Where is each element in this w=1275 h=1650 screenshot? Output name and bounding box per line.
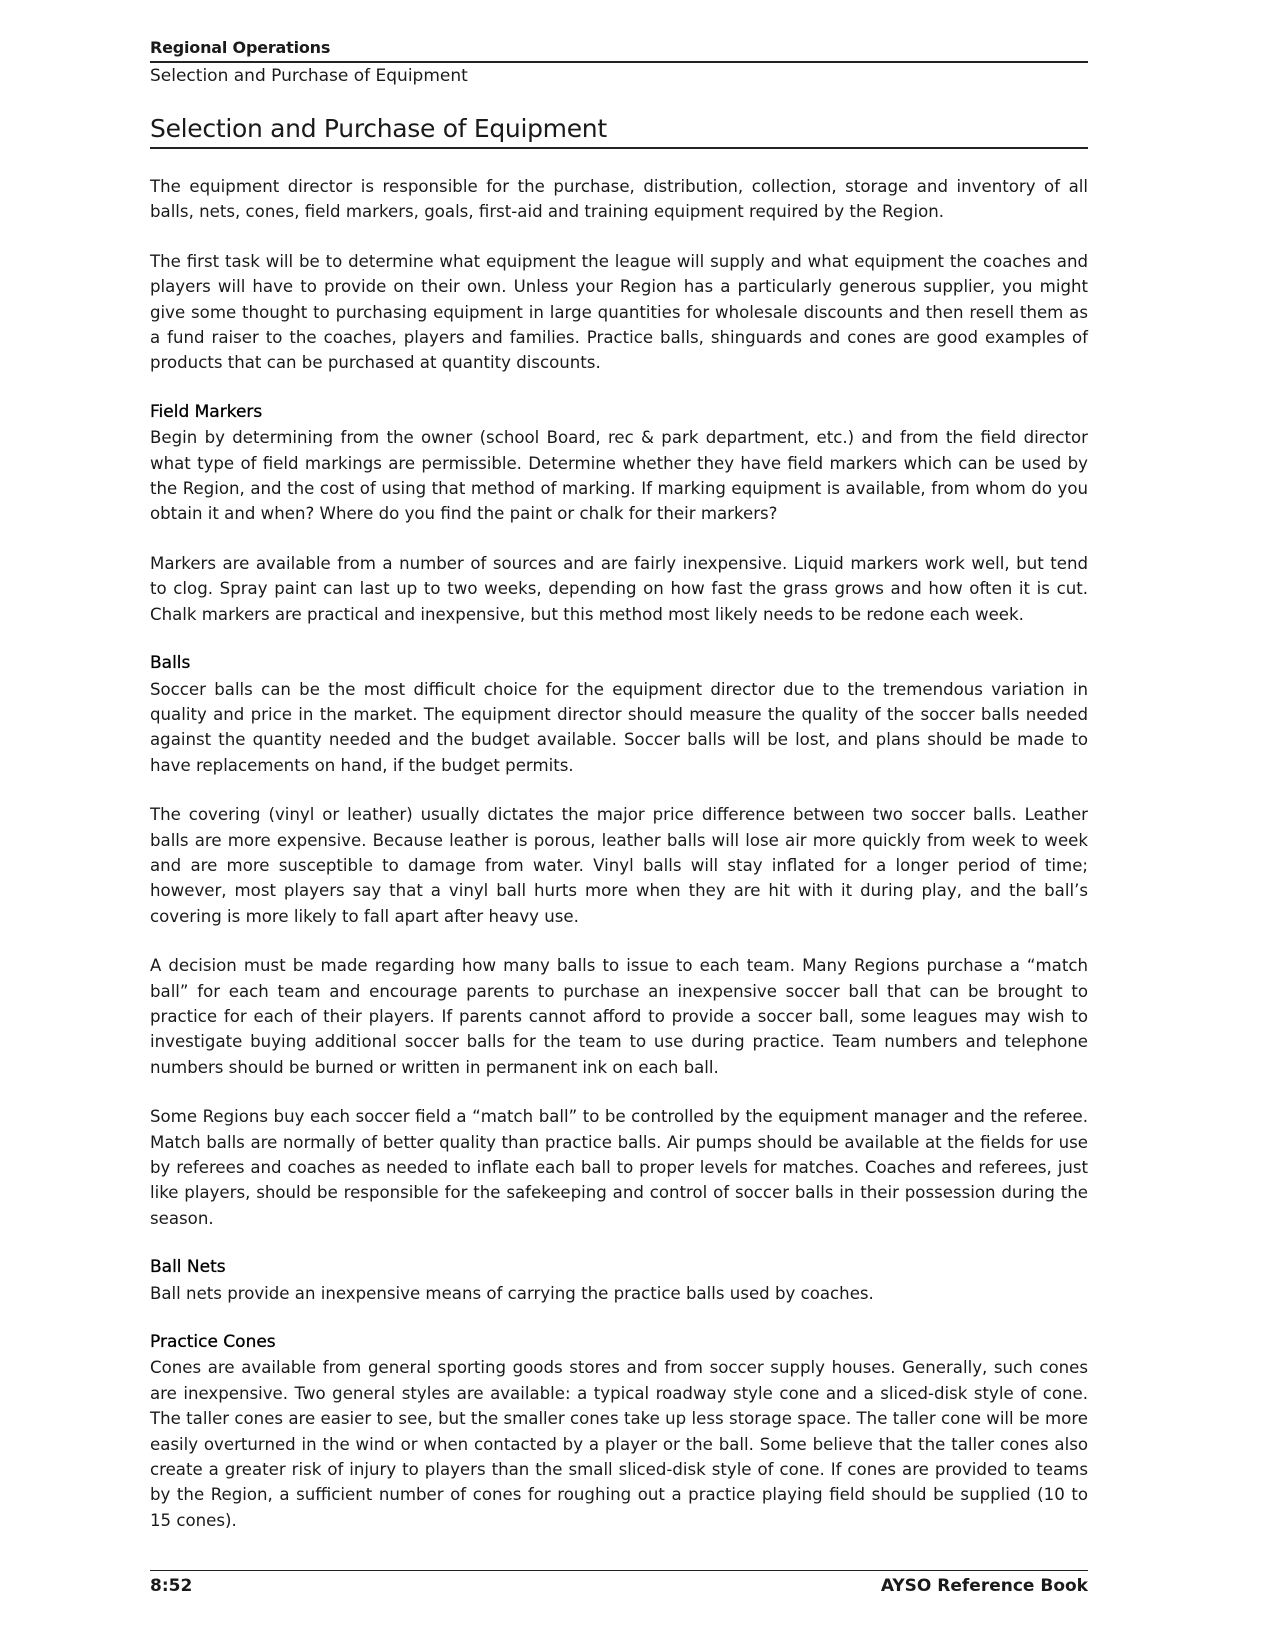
- intro-paragraph-1: The equipment director is responsible for the purchase, distribution, collection, storage and inventory of all balls, nets, cones, field markers, goals, first-aid and training equipment required by the Region.: [150, 177, 1088, 222]
- running-header-subsection: Selection and Purchase of Equipment: [150, 66, 468, 86]
- balls-paragraph-2: The covering (vinyl or leather) usually dictates the major price difference between two soccer balls. Leather balls are more expensive. Because leather is porous, leather balls will lose air more quickly from week to week and are more susceptible to damage from water. Vinyl balls will stay inflated for a longer period of time; however, most players say that a vinyl ball hurts more when they are hit with it during play, and the ball’s covering is more likely to fall apart after heavy use.: [150, 805, 1088, 926]
- header-divider: [150, 61, 1088, 63]
- field-markers-paragraph-1: Begin by determining from the owner (school Board, rec & park department, etc.) and from the field director what type of field markings are permissible. Determine whether they have field markers which can be used by the Region, and the cost of using that method of marking. If marking equipment is available, from whom do you obtain it and when? Where do you find the paint or chalk for their markers?: [150, 428, 1088, 524]
- page-title: Selection and Purchase of Equipment: [150, 114, 607, 143]
- ball-nets-heading: Ball Nets: [150, 1257, 226, 1278]
- intro-paragraph-2: The first task will be to determine what equipment the league will supply and what equipment the coaches and players will have to provide on their own. Unless your Region has a particularly generous supplier, you might give some thought to purchasing equipment in large quantities for wholesale discounts and then resell them as a fund raiser to the coaches, players and families. Practice balls, shinguards and cones are good examples of products that can be purchased at quantity discounts.: [150, 251, 1088, 373]
- ball-nets-paragraph: Ball nets provide an inexpensive means of carrying the practice balls used by coaches.: [150, 1283, 874, 1303]
- practice-cones-paragraph: Cones are available from general sporting goods stores and from soccer supply houses. Generally, such cones are inexpensive. Two general styles are available: a typical roadway style cone and a sliced-disk style of cone. The taller cones are easier to see, but the smaller cones take up less storage space. The taller cone will be more easily overturned in the wind or when contacted by a player or the ball. Some believe that the taller cones also create a greater risk of injury to players than the small sliced-disk style of cone. If cones are provided to teams by the Region, a sufficient number of cones for roughing out a practice playing field should be supplied (10 to 15 cones).: [150, 1358, 1088, 1530]
- practice-cones-heading: Practice Cones: [150, 1332, 276, 1353]
- document-body: [150, 174, 1088, 1557]
- balls-paragraph-3: A decision must be made regarding how many balls to issue to each team. Many Regions purchase a “match ball” for each team and encourage parents to purchase an inexpensive soccer ball that can be brought to practice for each of their players. If parents cannot afford to provide a soccer ball, some leagues may wish to investigate buying additional soccer balls for the team to use during practice. Team numbers and telephone numbers should be burned or written in permanent ink on each ball.: [150, 956, 1088, 1077]
- book-title: AYSO Reference Book: [880, 1576, 1088, 1596]
- field-markers-heading: Field Markers: [150, 401, 263, 422]
- page-number: 8:52: [150, 1576, 193, 1596]
- balls-paragraph-4: Some Regions buy each soccer field a “match ball” to be controlled by the equipment manager and the referee. Match balls are normally of better quality than practice balls. Air pumps should be available at the fields for use by referees and coaches as needed to inflate each ball to proper levels for matches. Coaches and referees, just like players, should be responsible for the safekeeping and control of soccer balls in their possession during the season.: [150, 1107, 1088, 1228]
- balls-heading: Balls: [150, 653, 191, 674]
- document-page: [150, 0, 1088, 1650]
- field-markers-paragraph-2: Markers are available from a number of sources and are fairly inexpensive. Liquid markers work well, but tend to clog. Spray paint can last up to two weeks, depending on how fast the grass grows and how often it is cut. Chalk markers are practical and inexpensive, but this method most likely needs to be redone each week.: [150, 553, 1088, 624]
- running-header-section: Regional Operations: [150, 38, 331, 57]
- footer-divider: [150, 1570, 1088, 1571]
- title-divider: [150, 147, 1088, 149]
- balls-paragraph-1: Soccer balls can be the most difficult choice for the equipment director due to the tremendous variation in quality and price in the market. The equipment director should measure the quality of the soccer balls needed against the quantity needed and the budget available. Soccer balls will be lost, and plans should be made to have replacements on hand, if the budget permits.: [150, 679, 1088, 775]
